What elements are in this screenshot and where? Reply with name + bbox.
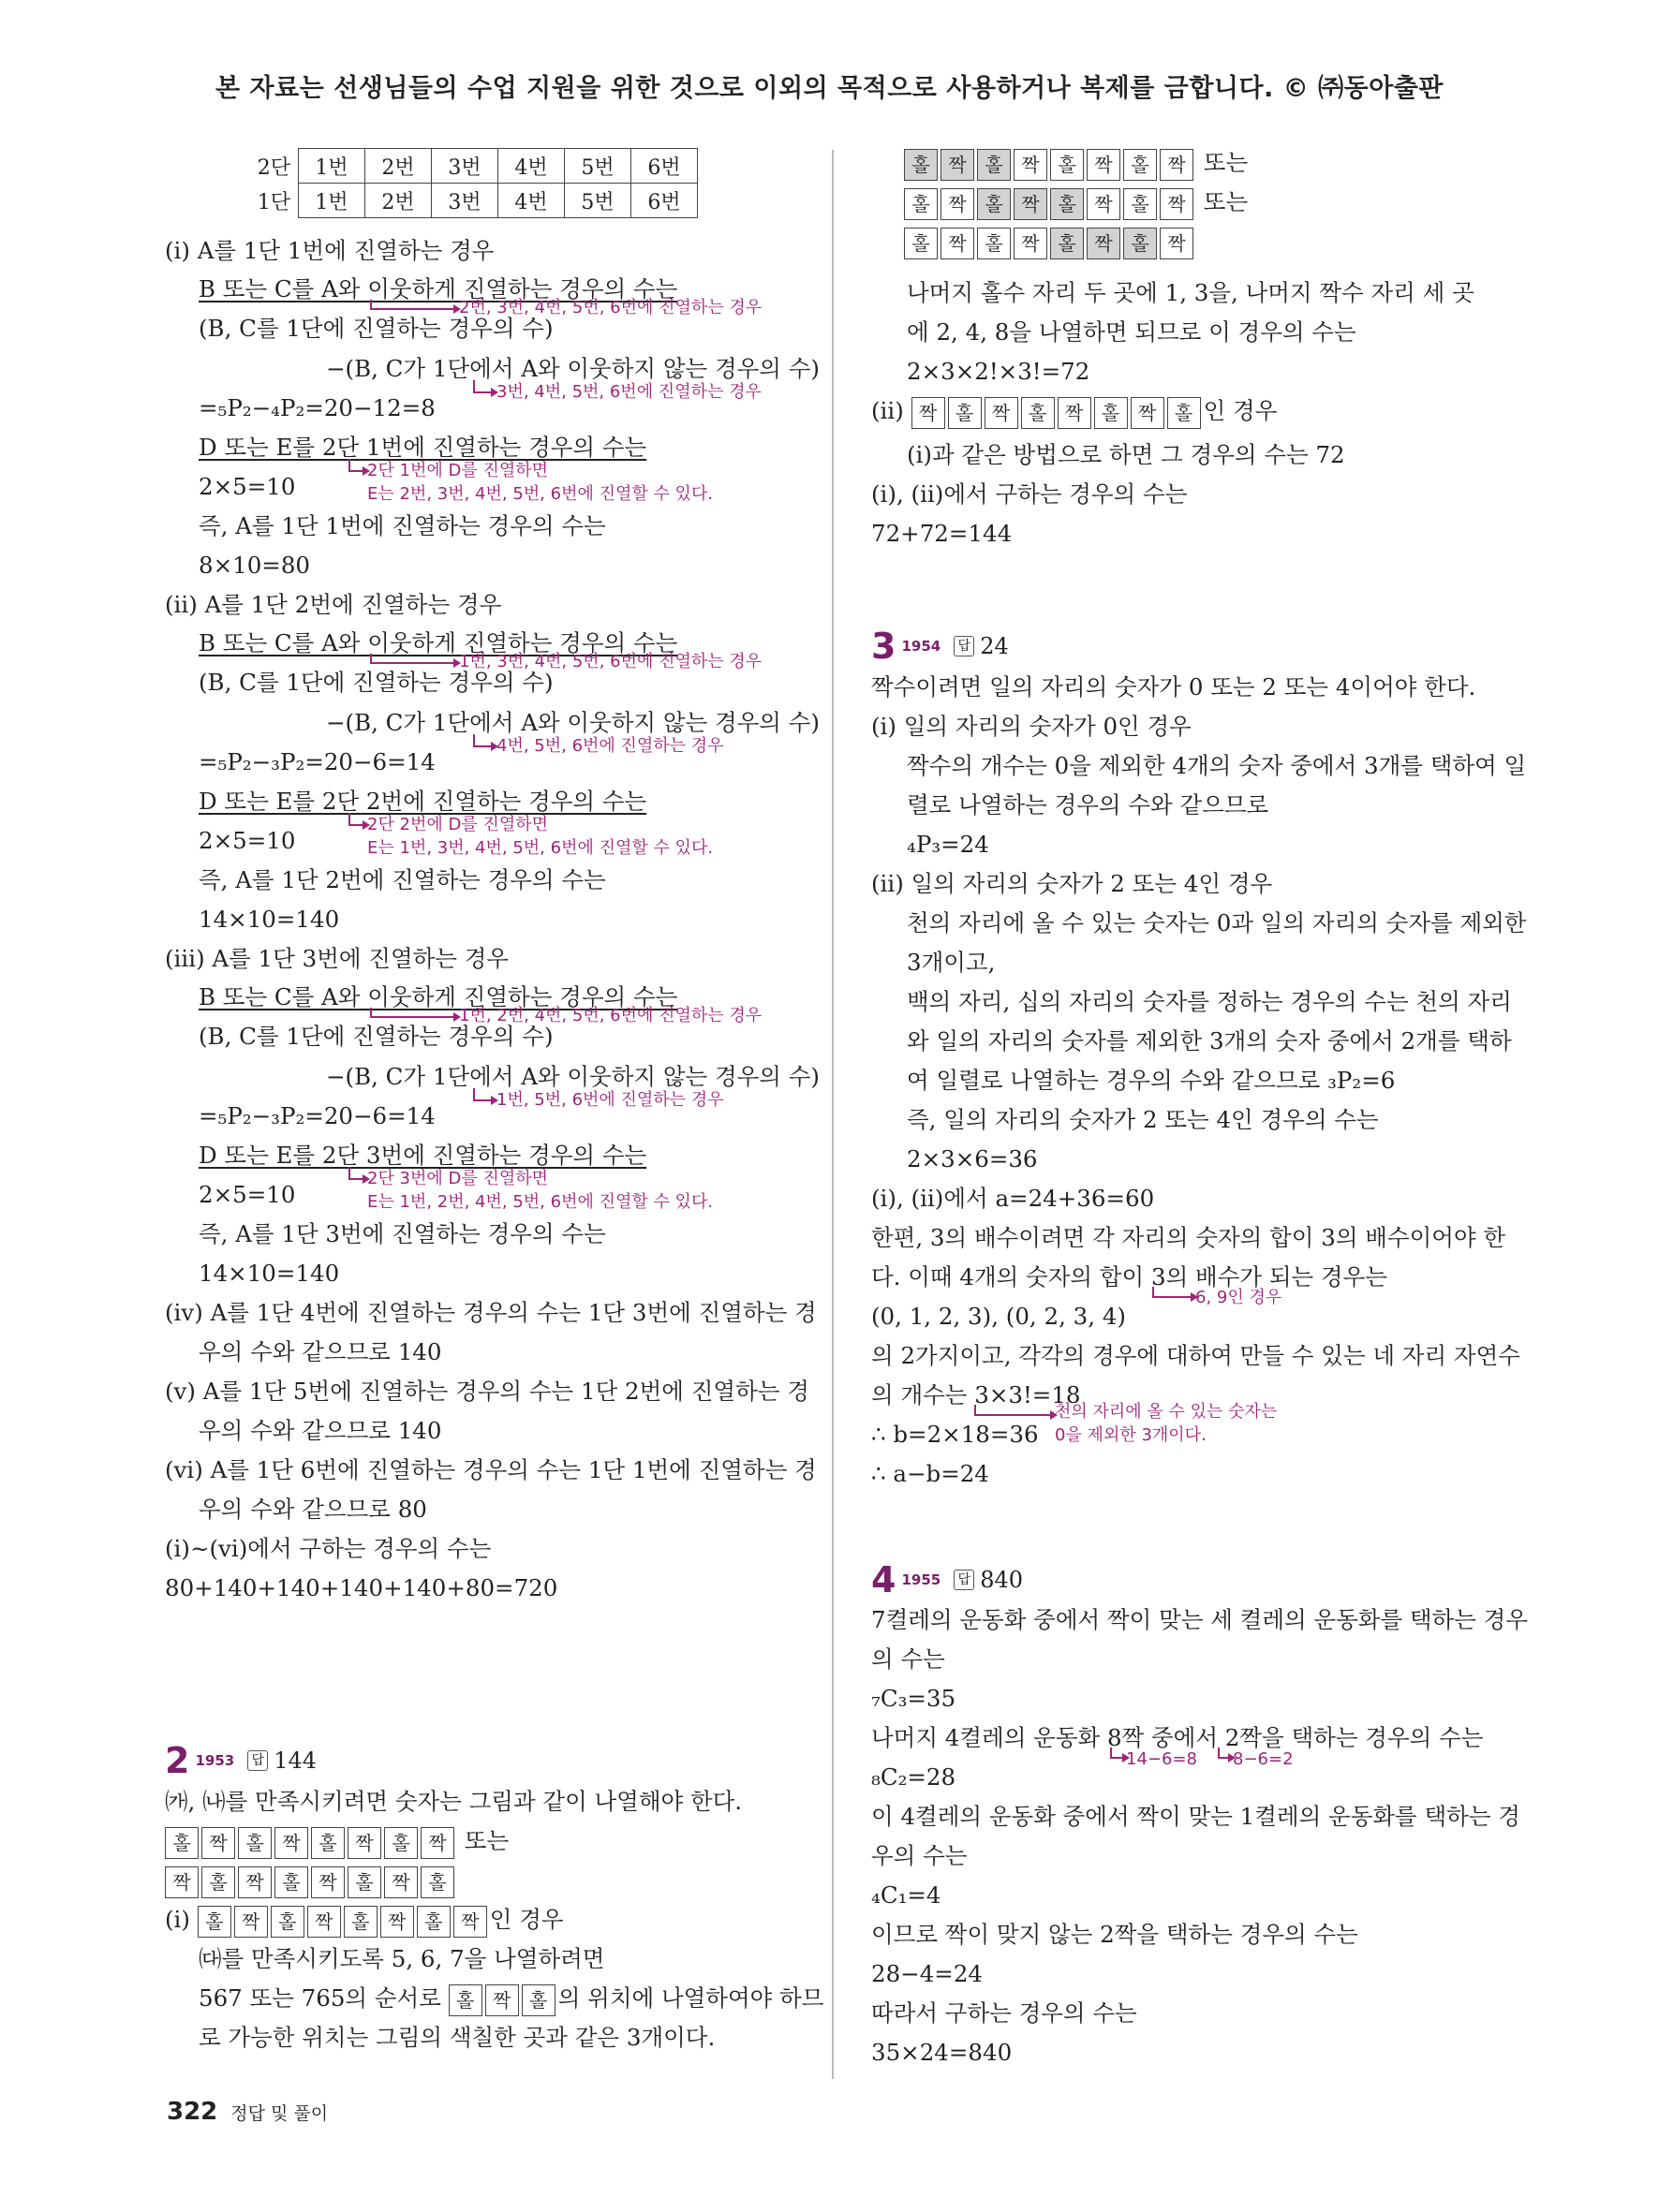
solution-line: (B, C를 1단에 진열하는 경우의 수) (199, 315, 554, 342)
page-footer (167, 2098, 328, 2126)
page-number: 322 (167, 2098, 218, 2126)
case-heading: (ⅱ) A를 1단 2번에 진열하는 경우 (165, 591, 502, 618)
tile: 홀 (271, 1906, 304, 1938)
result-line: 80+140+140+140+140+80=720 (165, 1574, 558, 1601)
answer-value: 24 (980, 633, 1009, 659)
table-cell: 3번 (432, 184, 498, 218)
annotation-arrow (1152, 1287, 1192, 1298)
tile: 홀 (449, 1984, 482, 2016)
result-line: 14×10=140 (199, 906, 340, 933)
solution-line: D 또는 E를 2단 3번에 진열하는 경우의 수는 (199, 1142, 647, 1169)
problem-code: 1954 (901, 638, 941, 655)
tile: 홀 (1123, 149, 1157, 181)
solution-line: 3개이고, (907, 949, 996, 976)
annotation-arrow (473, 1088, 492, 1101)
solution-line: 나머지 홀수 자리 두 곳에 1, 3을, 나머지 짝수 자리 세 곳 (907, 279, 1474, 306)
tile: 짝 (1014, 228, 1047, 259)
case-heading: (ⅴ) A를 1단 5번에 진열하는 경우의 수는 1단 2번에 진열하는 경 (165, 1378, 809, 1405)
case-label: (ⅰ) (165, 1906, 190, 1933)
tile: 짝 (348, 1827, 381, 1859)
problem-number: 3 (871, 626, 896, 667)
solution-line: ㈎, ㈏를 만족시키려면 숫자는 그림과 같이 나열해야 한다. (165, 1788, 743, 1815)
tile: 짝 (311, 1866, 345, 1898)
solution-line: 즉, A를 1단 2번에 진열하는 경우의 수는 (199, 866, 606, 893)
or-text: 또는 (1203, 149, 1249, 176)
case-heading: (ⅲ) A를 1단 3번에 진열하는 경우 (165, 945, 510, 972)
solution-line: ₄C₁=4 (871, 1881, 941, 1909)
tile: 홀 (948, 397, 982, 429)
row-label: 1단 (257, 190, 290, 214)
problem-number: 4 (871, 1559, 896, 1600)
solution-line: 2×3×2!×3!=72 (907, 358, 1090, 385)
tile: 홀 (522, 1984, 555, 2016)
tile: 짝 (453, 1906, 487, 1938)
tile: 홀 (1050, 188, 1084, 220)
solution-line: 에 2, 4, 8을 나열하면 되므로 이 경우의 수는 (907, 318, 1356, 346)
footer-title: 정답 및 풀이 (230, 2103, 329, 2124)
table-row (245, 149, 698, 184)
solution-line: B 또는 C를 A와 이웃하게 진열하는 경우의 수는 (199, 275, 678, 302)
solution-line: ∴ b=2×18=36 (871, 1421, 1039, 1448)
tile: 짝 (1058, 397, 1091, 429)
margin-note: 천의 자리에 올 수 있는 숫자는 (1055, 1402, 1278, 1422)
tile: 홀 (348, 1866, 381, 1898)
margin-note: E는 1번, 3번, 4번, 5번, 6번에 진열할 수 있다. (367, 838, 714, 858)
solution-line: 백의 자리, 십의 자리의 숫자를 정하는 경우의 수는 천의 자리 (907, 988, 1512, 1015)
solution-line: −(B, C가 1단에서 A와 이웃하지 않는 경우의 수) (326, 709, 820, 736)
table-cell: 5번 (565, 149, 631, 184)
tile: 짝 (165, 1866, 199, 1898)
solution-line: 로 가능한 위치는 그림의 색칠한 곳과 같은 3개이다. (199, 2024, 716, 2051)
case-suffix: 인 경우 (489, 1906, 564, 1933)
tile: 홀 (384, 1827, 418, 1859)
answer-value: 840 (980, 1567, 1024, 1593)
table-cell: 5번 (565, 184, 631, 218)
case-heading: (ⅰ) 일의 자리의 숫자가 0인 경우 (871, 713, 1192, 740)
tile: 홀 (417, 1906, 451, 1938)
solution-line (199, 1983, 823, 2016)
table-cell: 1번 (299, 184, 365, 218)
margin-note: 3번, 4번, 5번, 6번에 진열하는 경우 (496, 382, 762, 402)
tile: 홀 (977, 149, 1011, 181)
tile: 홀 (1123, 228, 1157, 259)
problem-code: 1955 (901, 1571, 941, 1588)
tile: 짝 (1160, 188, 1193, 220)
problem-number: 2 (165, 1740, 190, 1781)
margin-note: 1번, 5번, 6번에 진열하는 경우 (496, 1090, 724, 1110)
tile: 짝 (1087, 149, 1120, 181)
table-cell: 6번 (631, 149, 698, 184)
annotation-arrow (348, 459, 363, 472)
tile: 홀 (1050, 149, 1084, 181)
solution-line: =₅P₂−₄P₂=20−12=8 (199, 394, 436, 421)
solution-line: 우의 수와 같으므로 140 (199, 1417, 442, 1444)
tile: 짝 (234, 1906, 268, 1938)
tile: 짝 (985, 397, 1018, 429)
table-cell: 1번 (299, 149, 365, 184)
solution-line: 의 수는 (871, 1645, 945, 1673)
text-span: 567 또는 765의 순서로 (199, 1984, 441, 2012)
tile: 홀 (311, 1827, 345, 1859)
solution-line: 렬로 나열하는 경우의 수와 같으므로 (907, 791, 1269, 818)
margin-note: 1번, 2번, 4번, 5번, 6번에 진열하는 경우 (459, 1006, 763, 1025)
tile: 짝 (201, 1827, 235, 1859)
solution-line: (B, C를 1단에 진열하는 경우의 수) (199, 669, 554, 696)
solution-line: 우의 수는 (871, 1842, 968, 1869)
margin-note: 2번, 3번, 4번, 5번, 6번에 진열하는 경우 (459, 298, 763, 317)
solution-line: ₇C₃=35 (871, 1685, 956, 1712)
tile: 홀 (198, 1906, 231, 1938)
solution-line: (ⅰ)~(ⅵ)에서 구하는 경우의 수는 (165, 1535, 492, 1562)
answer-value: 144 (274, 1747, 318, 1774)
table-cell: 6번 (631, 184, 698, 218)
case-heading: (ⅵ) A를 1단 6번에 진열하는 경우의 수는 1단 1번에 진열하는 경 (165, 1456, 817, 1483)
solution-line: ㈐를 만족시키도록 5, 6, 7을 나열하려면 (199, 1945, 605, 1972)
tile: 짝 (384, 1866, 418, 1898)
solution-line: 즉, A를 1단 3번에 진열하는 경우의 수는 (199, 1220, 606, 1247)
solution-line: 여 일렬로 나열하는 경우의 수와 같으므로 ₃P₂=6 (907, 1067, 1396, 1094)
result-line: 35×24=840 (871, 2039, 1013, 2066)
tile-row (904, 227, 1196, 259)
solution-line: ₈C₂=28 (871, 1763, 956, 1791)
case-label: (ⅱ) (871, 397, 904, 424)
tile: 홀 (977, 188, 1011, 220)
annotation-arrow (974, 1405, 1051, 1416)
tile: 짝 (941, 188, 974, 220)
solution-line: 2×5=10 (199, 1181, 296, 1208)
tile: 짝 (941, 228, 974, 259)
margin-note: 4번, 5번, 6번에 진열하는 경우 (496, 736, 724, 756)
solution-line: (0, 1, 2, 3), (0, 2, 3, 4) (871, 1303, 1126, 1330)
table-row (245, 184, 698, 218)
margin-note: E는 1번, 2번, 4번, 5번, 6번에 진열할 수 있다. (367, 1192, 714, 1212)
solution-line: (ⅰ), (ⅱ)에서 a=24+36=60 (871, 1185, 1155, 1212)
solution-line: 다. 이때 4개의 숫자의 합이 3의 배수가 되는 경우는 (871, 1263, 1387, 1290)
solution-line: 즉, A를 1단 1번에 진열하는 경우의 수는 (199, 512, 606, 539)
solution-line: 이므로 짝이 맞지 않는 2짝을 택하는 경우의 수는 (871, 1921, 1358, 1948)
problem-2-heading (165, 1740, 317, 1781)
or-text: 또는 (464, 1827, 510, 1854)
solution-line: (ⅰ)과 같은 방법으로 하면 그 경우의 수는 72 (907, 441, 1345, 468)
problem-4-heading (871, 1559, 1023, 1600)
solution-line: ₄P₃=24 (907, 831, 989, 858)
solution-line: 와 일의 자리의 숫자를 제외한 3개의 숫자 중에서 2개를 택하 (907, 1027, 1512, 1054)
tile: 홀 (904, 228, 938, 259)
tile: 홀 (238, 1827, 272, 1859)
solution-line: B 또는 C를 A와 이웃하게 진열하는 경우의 수는 (199, 983, 678, 1010)
copyright-header: 본 자료는 선생님들의 수업 지원을 위한 것으로 이외의 목적으로 사용하거나 복제를 금합니다. © ㈜동아출판 (215, 74, 1444, 103)
column-divider (832, 150, 834, 2079)
case-heading (871, 396, 1277, 429)
table-cell: 2번 (365, 149, 432, 184)
tile: 짝 (1131, 397, 1164, 429)
tile: 홀 (1123, 188, 1157, 220)
tile: 홀 (904, 149, 938, 181)
tile: 짝 (1160, 149, 1193, 181)
tile: 짝 (380, 1906, 414, 1938)
tile: 짝 (421, 1827, 454, 1859)
tile: 짝 (1014, 188, 1047, 220)
annotation-arrow (1218, 1747, 1229, 1759)
solution-line: 우의 수와 같으므로 80 (199, 1496, 427, 1523)
case-heading: (ⅳ) A를 1단 4번에 진열하는 경우의 수는 1단 3번에 진열하는 경 (165, 1299, 817, 1326)
annotation-arrow (370, 1008, 454, 1018)
tile: 짝 (238, 1866, 272, 1898)
tile: 짝 (307, 1906, 341, 1938)
solution-line: B 또는 C를 A와 이웃하게 진열하는 경우의 수는 (199, 629, 678, 656)
tile: 홀 (977, 228, 1011, 259)
margin-note: E는 2번, 3번, 4번, 5번, 6번에 진열할 수 있다. (367, 484, 714, 504)
solution-line: =₅P₂−₃P₂=20−6=14 (199, 748, 436, 775)
table-cell: 4번 (498, 184, 565, 218)
solution-line: 2×5=10 (199, 473, 296, 500)
tile: 홀 (165, 1827, 199, 1859)
solution-line: 나머지 4켤레의 운동화 8짝 중에서 2짝을 택하는 경우의 수는 (871, 1724, 1484, 1751)
tile: 홀 (1094, 397, 1128, 429)
solution-line: 의 2가지이고, 각각의 경우에 대하여 만들 수 있는 네 자리 자연수 (871, 1342, 1520, 1369)
solution-line: 천의 자리에 올 수 있는 숫자는 0과 일의 자리의 숫자를 제외한 (907, 909, 1527, 936)
margin-note: 2단 3번에 D를 진열하면 (367, 1169, 549, 1188)
tile: 짝 (941, 149, 974, 181)
solution-line: 7켤레의 운동화 중에서 짝이 맞는 세 켤레의 운동화를 택하는 경우 (871, 1606, 1529, 1633)
text-span: 의 위치에 나열하여야 하므 (557, 1984, 824, 2012)
tile: 짝 (911, 397, 945, 429)
tile: 짝 (485, 1984, 519, 2016)
solution-line: (ⅰ), (ⅱ)에서 구하는 경우의 수는 (871, 480, 1188, 508)
solution-line: −(B, C가 1단에서 A와 이웃하지 않는 경우의 수) (326, 355, 820, 382)
margin-note: 6, 9인 경우 (1195, 1288, 1282, 1307)
answer-icon: 답 (247, 1750, 268, 1771)
tile: 홀 (1050, 228, 1084, 259)
solution-line: D 또는 E를 2단 1번에 진열하는 경우의 수는 (199, 434, 647, 461)
problem-code: 1953 (195, 1752, 235, 1769)
solution-line: D 또는 E를 2단 2번에 진열하는 경우의 수는 (199, 788, 647, 815)
margin-note: 14−6=8 (1126, 1749, 1197, 1769)
solution-line: 우의 수와 같으므로 140 (199, 1338, 442, 1365)
tile: 홀 (344, 1906, 378, 1938)
tile: 홀 (274, 1866, 308, 1898)
solution-line: 한편, 3의 배수이려면 각 자리의 숫자의 합이 3의 배수이어야 한 (871, 1224, 1506, 1251)
table-cell: 3번 (432, 149, 498, 184)
solution-line: 따라서 구하는 경우의 수는 (871, 1999, 1137, 2027)
margin-note: 1번, 3번, 4번, 5번, 6번에 진열하는 경우 (459, 652, 763, 671)
annotation-arrow (348, 1167, 363, 1180)
tile-row (165, 1865, 457, 1898)
problem-3-heading (871, 626, 1009, 667)
tile: 짝 (1087, 228, 1120, 259)
result-line: 14×10=140 (199, 1260, 340, 1287)
answer-icon: 답 (954, 636, 974, 656)
tile: 홀 (421, 1866, 454, 1898)
solution-line: 2×3×6=36 (907, 1145, 1038, 1172)
result-line: 72+72=144 (871, 520, 1013, 547)
or-text: 또는 (1203, 188, 1249, 215)
case-suffix: 인 경우 (1203, 397, 1278, 424)
tile-row (165, 1826, 509, 1859)
tile: 짝 (1014, 149, 1047, 181)
tile: 홀 (201, 1866, 235, 1898)
case-heading: (ⅱ) 일의 자리의 숫자가 2 또는 4인 경우 (871, 870, 1273, 897)
table-cell: 2번 (365, 184, 432, 218)
annotation-arrow (370, 654, 454, 664)
annotation-arrow (370, 300, 454, 310)
margin-note: 0을 제외한 3개이다. (1055, 1425, 1207, 1445)
tile-row (904, 148, 1248, 181)
solution-line: =₅P₂−₃P₂=20−6=14 (199, 1102, 436, 1129)
solution-line: 28−4=24 (871, 1960, 983, 1987)
shelf-table (245, 148, 698, 218)
solution-line: 짝수이려면 일의 자리의 숫자가 0 또는 2 또는 4이어야 한다. (871, 673, 1476, 700)
solution-line: −(B, C가 1단에서 A와 이웃하지 않는 경우의 수) (326, 1063, 820, 1090)
tile: 홀 (1167, 397, 1201, 429)
tile: 짝 (1160, 228, 1193, 259)
tile-row (904, 187, 1248, 220)
tile: 홀 (1021, 397, 1055, 429)
case-heading (165, 1905, 564, 1938)
result-line: 8×10=80 (199, 552, 310, 579)
result-line: ∴ a−b=24 (871, 1460, 989, 1487)
case-heading: (ⅰ) A를 1단 1번에 진열하는 경우 (165, 237, 495, 264)
solution-line: (B, C를 1단에 진열하는 경우의 수) (199, 1023, 554, 1050)
annotation-arrow (473, 380, 492, 393)
tile: 짝 (1087, 188, 1120, 220)
solution-line: 짝수의 개수는 0을 제외한 4개의 숫자 중에서 3개를 택하여 일 (907, 752, 1527, 779)
annotation-arrow (473, 734, 492, 747)
solution-line: 2×5=10 (199, 827, 296, 854)
solution-line: 이 4켤레의 운동화 중에서 짝이 맞는 1켤레의 운동화를 택하는 경 (871, 1803, 1520, 1830)
tile: 짝 (274, 1827, 308, 1859)
answer-icon: 답 (954, 1570, 974, 1590)
row-label: 2단 (257, 155, 290, 180)
annotation-arrow (348, 813, 363, 826)
solution-line: 의 개수는 3×3!=18 (871, 1381, 1081, 1408)
tile: 홀 (904, 188, 938, 220)
margin-note: 2단 2번에 D를 진열하면 (367, 815, 549, 834)
margin-note: 2단 1번에 D를 진열하면 (367, 461, 549, 480)
table-cell: 4번 (498, 149, 565, 184)
margin-note: 8−6=2 (1233, 1749, 1294, 1769)
annotation-arrow (1110, 1747, 1123, 1759)
solution-line: 즉, 일의 자리의 숫자가 2 또는 4인 경우의 수는 (907, 1106, 1379, 1133)
